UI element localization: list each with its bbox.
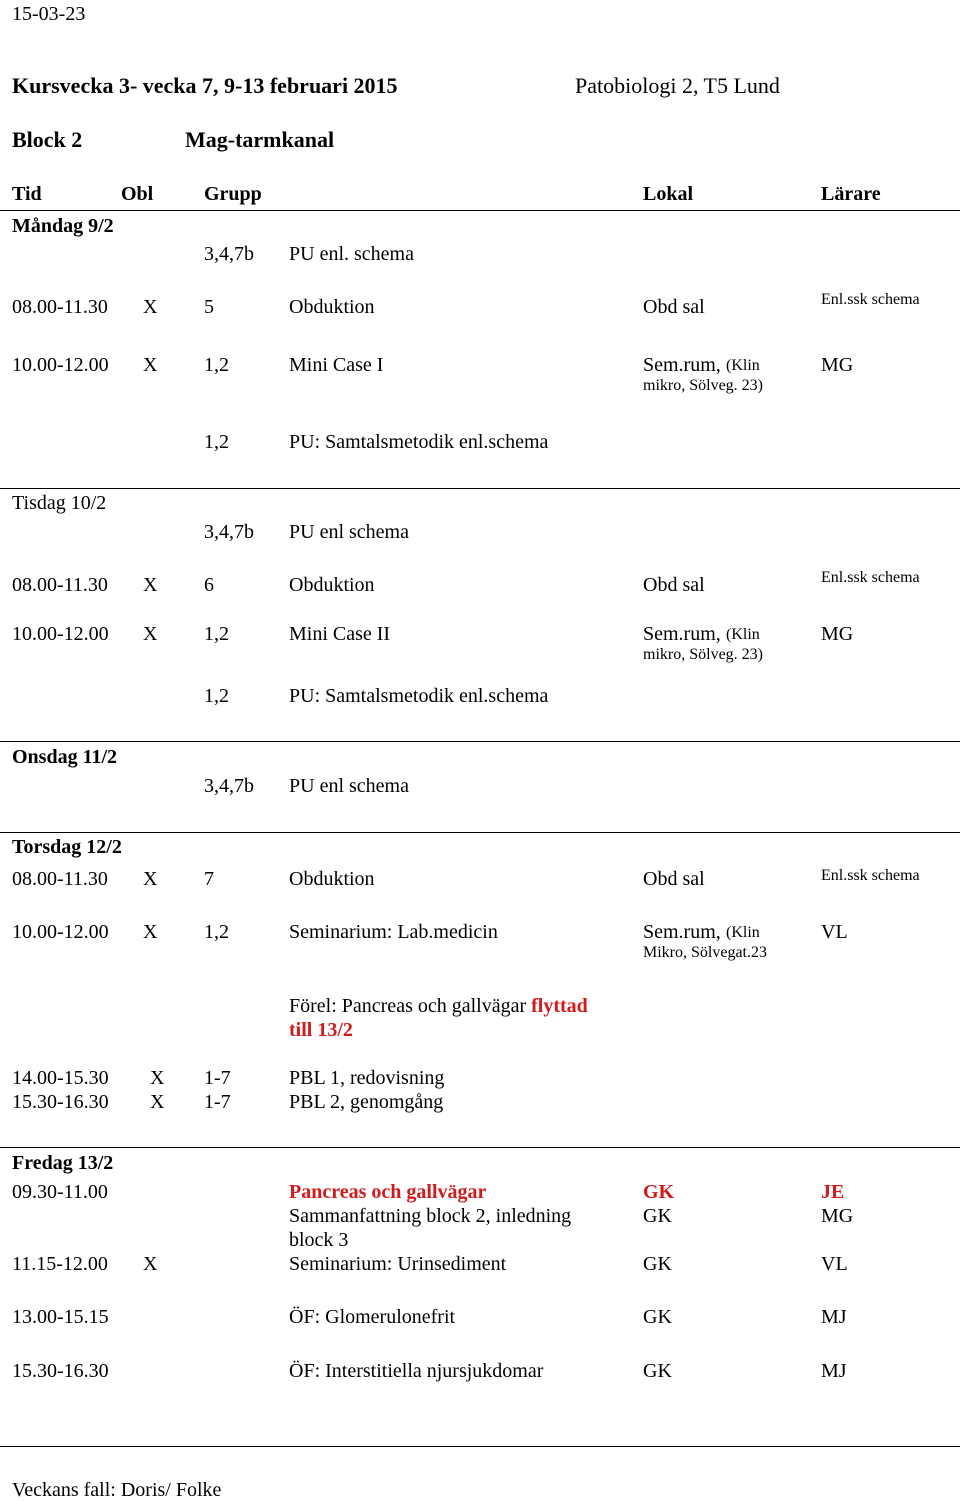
mandatory-mark: X <box>143 574 158 596</box>
col-tid: Tid <box>12 183 42 205</box>
room: Sem.rum, <box>643 354 721 376</box>
room: Obd sal <box>643 868 705 890</box>
col-lokal: Lokal <box>643 183 694 205</box>
col-grupp: Grupp <box>204 183 262 205</box>
time: 11.15-12.00 <box>12 1253 108 1275</box>
room-detail: mikro, Sölveg. 23) <box>643 377 763 394</box>
activity: PBL 2, genomgång <box>289 1091 444 1113</box>
activity: Mini Case II <box>289 623 391 645</box>
group: 1,2 <box>204 921 229 943</box>
group: 1,2 <box>204 623 229 645</box>
teacher: VL <box>821 1253 848 1275</box>
teacher: VL <box>821 921 848 943</box>
room-detail: (Klin <box>726 357 760 374</box>
day-divider <box>0 832 960 833</box>
moved-lecture-note <box>289 996 588 1016</box>
room: Obd sal <box>643 574 705 596</box>
teacher: MJ <box>821 1360 847 1382</box>
room-detail: (Klin <box>726 626 760 643</box>
room: GK <box>643 1306 672 1328</box>
activity: Sammanfattning block 2, inledning <box>289 1205 572 1227</box>
col-larare: Lärare <box>821 183 881 205</box>
mandatory-mark: X <box>143 921 158 943</box>
activity: Seminarium: Urinsediment <box>289 1253 507 1275</box>
teacher: MG <box>821 354 854 376</box>
activity: Obduktion <box>289 574 375 596</box>
weekly-cases: Veckans fall: Doris/ Folke <box>12 1479 222 1501</box>
teacher: Enl.ssk schema <box>821 867 920 884</box>
mandatory-mark: X <box>143 868 158 890</box>
group: 7 <box>204 868 214 890</box>
activity: PU enl. schema <box>289 243 414 265</box>
teacher: MG <box>821 1205 854 1227</box>
group: 1,2 <box>204 685 229 707</box>
activity: PU enl schema <box>289 521 409 543</box>
time: 08.00-11.30 <box>12 574 108 596</box>
room: GK <box>643 1205 672 1227</box>
time: 10.00-12.00 <box>12 623 109 645</box>
room: Obd sal <box>643 296 705 318</box>
teacher: Enl.ssk schema <box>821 291 920 308</box>
room: Sem.rum, <box>643 921 721 943</box>
day-label: Onsdag 11/2 <box>12 746 118 768</box>
activity: Pancreas och gallvägar <box>289 1181 487 1203</box>
activity: PU: Samtalsmetodik enl.schema <box>289 685 549 707</box>
activity: Obduktion <box>289 296 375 318</box>
activity: Mini Case I <box>289 354 384 376</box>
room-detail: (Klin <box>726 924 760 941</box>
room-detail: Mikro, Sölvegat.23 <box>643 944 767 961</box>
activity: PU enl schema <box>289 775 409 797</box>
group: 5 <box>204 296 214 318</box>
time: 08.00-11.30 <box>12 868 108 890</box>
activity: ÖF: Interstitiella njursjukdomar <box>289 1360 544 1382</box>
teacher: Enl.ssk schema <box>821 569 920 586</box>
block-label: Block 2 <box>12 127 83 152</box>
mandatory-mark: X <box>150 1067 165 1089</box>
moved-flag: flyttad <box>531 995 588 1017</box>
day-label: Torsdag 12/2 <box>12 836 122 858</box>
room-detail: mikro, Sölveg. 23) <box>643 646 763 663</box>
document-date: 15-03-23 <box>12 3 86 25</box>
group: 6 <box>204 574 214 596</box>
room: GK <box>643 1253 672 1275</box>
col-obl: Obl <box>121 183 154 205</box>
footer-divider <box>0 1446 960 1447</box>
activity: PU: Samtalsmetodik enl.schema <box>289 431 549 453</box>
activity: PBL 1, redovisning <box>289 1067 445 1089</box>
time: 15.30-16.30 <box>12 1091 109 1113</box>
time: 08.00-11.30 <box>12 296 108 318</box>
teacher: MG <box>821 623 854 645</box>
room: GK <box>643 1360 672 1382</box>
day-divider <box>0 488 960 489</box>
group: 1-7 <box>204 1091 231 1113</box>
mandatory-mark: X <box>143 296 158 318</box>
group: 1,2 <box>204 431 229 453</box>
mandatory-mark: X <box>143 354 158 376</box>
activity: ÖF: Glomerulonefrit <box>289 1306 456 1328</box>
group: 1,2 <box>204 354 229 376</box>
header-divider <box>0 210 960 211</box>
activity-continued: block 3 <box>289 1229 349 1251</box>
time: 14.00-15.30 <box>12 1067 109 1089</box>
mandatory-mark: X <box>143 1253 158 1275</box>
day-label: Fredag 13/2 <box>12 1152 114 1174</box>
note-text: Förel: Pancreas och gallvägar <box>289 995 527 1017</box>
day-divider <box>0 741 960 742</box>
day-label: Måndag 9/2 <box>12 215 114 237</box>
teacher: JE <box>821 1181 845 1203</box>
mandatory-mark: X <box>150 1091 165 1113</box>
mandatory-mark: X <box>143 623 158 645</box>
time: 09.30-11.00 <box>12 1181 108 1203</box>
time: 15.30-16.30 <box>12 1360 109 1382</box>
group: 3,4,7b <box>204 775 254 797</box>
time: 13.00-15.15 <box>12 1306 109 1328</box>
room: GK <box>643 1181 675 1203</box>
room: Sem.rum, <box>643 623 721 645</box>
course-title: Patobiologi 2, T5 Lund <box>575 73 780 98</box>
group: 3,4,7b <box>204 521 254 543</box>
teacher: MJ <box>821 1306 847 1328</box>
moved-flag-date: till 13/2 <box>289 1019 353 1041</box>
week-title: Kursvecka 3- vecka 7, 9-13 februari 2015 <box>12 73 398 98</box>
group: 1-7 <box>204 1067 231 1089</box>
day-divider <box>0 1147 960 1148</box>
day-label: Tisdag 10/2 <box>12 492 107 514</box>
activity: Seminarium: Lab.medicin <box>289 921 498 943</box>
group: 3,4,7b <box>204 243 254 265</box>
block-topic: Mag-tarmkanal <box>185 127 335 152</box>
time: 10.00-12.00 <box>12 921 109 943</box>
activity: Obduktion <box>289 868 375 890</box>
time: 10.00-12.00 <box>12 354 109 376</box>
